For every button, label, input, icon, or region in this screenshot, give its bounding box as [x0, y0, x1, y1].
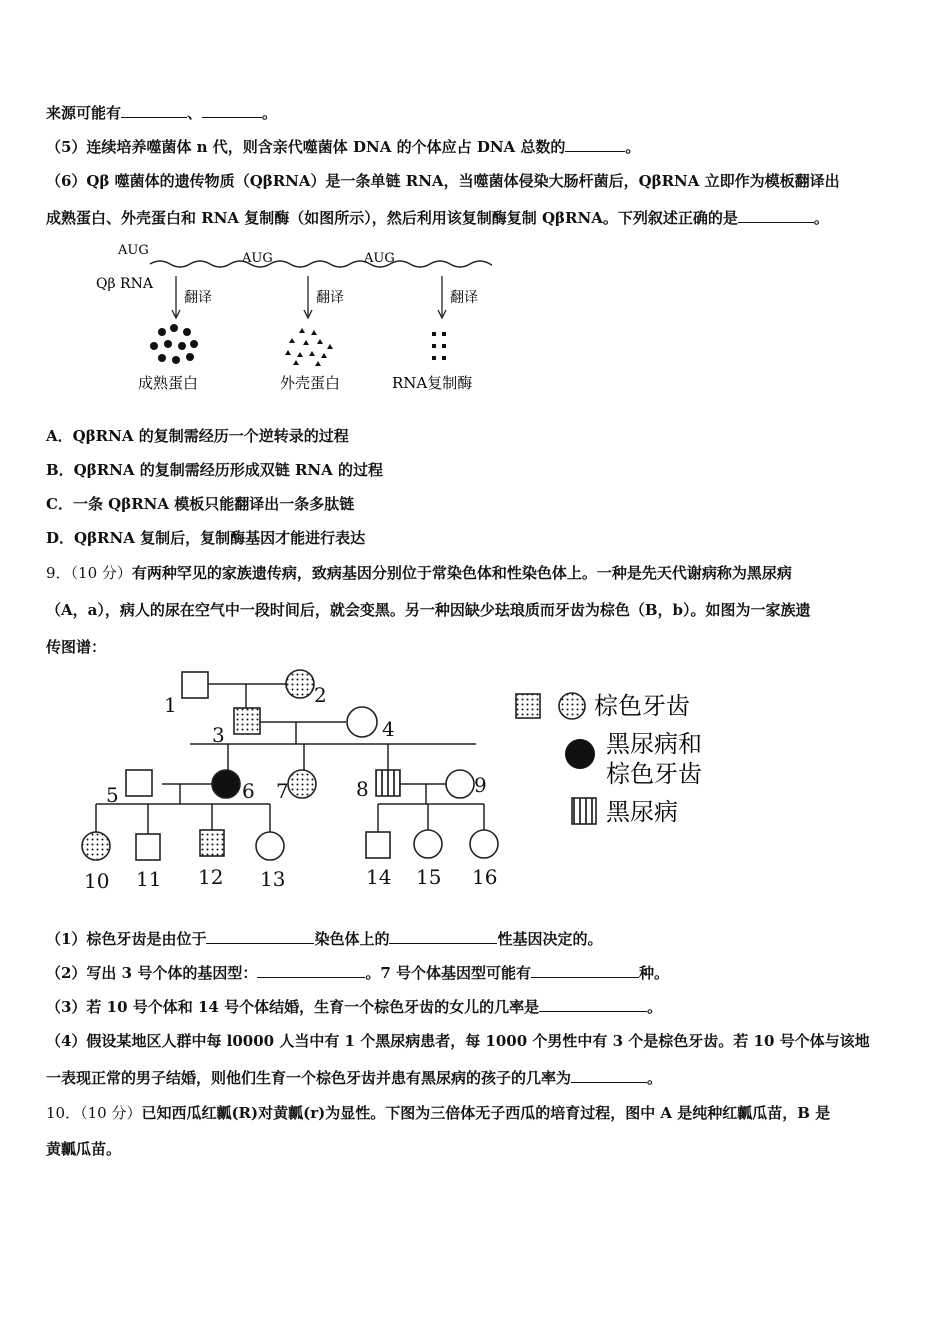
q8-option-b: B．QβRNA 的复制需经历形成双链 RNA 的过程	[46, 461, 384, 479]
individual-4-female	[347, 707, 377, 737]
qbeta-rna-figure	[92, 240, 492, 400]
rna-strand	[150, 261, 492, 267]
answer-blank[interactable]	[121, 103, 187, 118]
q9-part4-line1: （4）假设某地区人群中每 l0000 人当中有 1 个黑尿病患者，每 1000 个男性中有 3 个是棕色牙齿。若 10 号个体与该地	[46, 1032, 870, 1050]
q8-part5: （5）连续培养噬菌体 n 代，则含亲代噬菌体 DNA 的个体应占 DNA 总数的 。	[46, 138, 641, 156]
answer-blank[interactable]	[202, 103, 262, 118]
svg-text:16: 16	[472, 865, 498, 889]
individual-13-female	[256, 832, 284, 860]
svg-text:13: 13	[260, 867, 286, 891]
answer-blank[interactable]	[738, 208, 814, 223]
individual-10-female-brown-teeth	[82, 832, 110, 860]
individual-1-male	[182, 672, 208, 698]
answer-blank[interactable]	[565, 137, 625, 152]
answer-blank[interactable]	[257, 963, 365, 978]
legend-both-line1: 黑尿病和	[606, 730, 702, 758]
question-number: 9．（10 分）	[46, 564, 132, 582]
translate-arrow-1	[172, 276, 180, 318]
individual-9-female	[446, 770, 474, 798]
svg-text:7: 7	[276, 779, 289, 803]
legend-alkaptonuria: 黑尿病	[606, 798, 678, 826]
q9-intro-line3: 传图谱：	[46, 638, 107, 656]
svg-text:2: 2	[314, 683, 327, 707]
q9-intro-line1: 9．（10 分）有两种罕见的家族遗传病，致病基因分别位于常染色体和性染色体上。一种是先天代谢病称为黑尿病	[46, 564, 792, 582]
svg-text:10: 10	[84, 869, 110, 893]
codon-label: AUG	[242, 251, 273, 266]
q8-part6-line1: （6）Qβ 噬菌体的遗传物质（QβRNA）是一条单链 RNA，当噬菌体侵染大肠杆菌后，QβRNA 立即作为模板翻译出	[46, 172, 840, 190]
individual-3-male-brown-teeth	[234, 708, 260, 734]
q8-part6-line2: 成熟蛋白、外壳蛋白和 RNA 复制酶（如图所示），然后利用该复制酶复制 QβRNA。下列叙述正确的是 。	[46, 209, 829, 227]
individual-14-male	[366, 832, 390, 858]
product-label: RNA复制酶	[392, 374, 473, 392]
svg-text:6: 6	[242, 779, 255, 803]
q9-part1: （1）棕色牙齿是由位于 染色体上的 性基因决定的。	[46, 930, 603, 948]
legend-brown-teeth: 棕色牙齿	[594, 692, 690, 720]
svg-text:9: 9	[474, 773, 487, 797]
answer-blank[interactable]	[571, 1068, 647, 1083]
translate-label: 翻译	[316, 290, 344, 306]
pedigree-lines	[96, 684, 484, 834]
q9-part3: （3）若 10 号个体和 14 号个体结婚，生育一个棕色牙齿的女儿的几率是 。	[46, 998, 663, 1016]
svg-text:12: 12	[198, 865, 224, 889]
translate-arrow-3	[438, 276, 446, 318]
answer-blank[interactable]	[531, 963, 639, 978]
q8-option-a: A．QβRNA 的复制需经历一个逆转录的过程	[46, 427, 349, 445]
pedigree-legend	[516, 692, 702, 826]
q10-line1: 10．（10 分）已知西瓜红瓤(R)对黄瓤(r)为显性。下图为三倍体无子西瓜的培育过程，图中 A 是纯种红瓤瓜苗，B 是	[46, 1104, 831, 1122]
individual-11-male	[136, 834, 160, 860]
individual-2-female-brown-teeth	[286, 670, 314, 698]
svg-text:8: 8	[356, 777, 369, 801]
q9-part2: （2）写出 3 号个体的基因型： 。7 号个体基因型可能有 种。	[46, 964, 670, 982]
q8-line-source: 来源可能有 、 。	[46, 104, 278, 122]
individual-8-male-alkaptonuria	[376, 770, 400, 796]
legend-square-dotted	[516, 694, 540, 718]
individual-5-male	[126, 770, 152, 796]
individual-16-female	[470, 830, 498, 858]
svg-text:14: 14	[366, 865, 392, 889]
q8-option-c: C．一条 QβRNA 模板只能翻译出一条多肽链	[46, 495, 355, 513]
svg-text:4: 4	[382, 717, 395, 741]
translate-arrow-2	[304, 276, 312, 318]
q9-part4-line2: 一表现正常的男子结婚，则他们生育一个棕色牙齿并患有黑尿病的孩子的几率为 。	[46, 1069, 663, 1087]
legend-circle-black	[565, 739, 595, 769]
svg-text:5: 5	[106, 783, 119, 807]
svg-text:1: 1	[164, 693, 177, 717]
translate-label: 翻译	[184, 290, 212, 306]
translate-label: 翻译	[450, 290, 478, 306]
answer-blank[interactable]	[389, 929, 497, 944]
rna-label: Qβ RNA	[96, 276, 153, 292]
individual-12-male-brown-teeth	[200, 830, 224, 856]
legend-square-striped	[572, 798, 596, 824]
answer-blank[interactable]	[539, 997, 647, 1012]
codon-label: AUG	[118, 243, 149, 258]
legend-circle-dotted	[559, 693, 585, 719]
q10-line2: 黄瓤瓜苗。	[46, 1140, 122, 1158]
pedigree-chart	[80, 662, 740, 898]
replicase-squares	[432, 332, 446, 360]
product-label: 成熟蛋白	[138, 374, 199, 392]
answer-blank[interactable]	[206, 929, 314, 944]
legend-both-line2: 棕色牙齿	[606, 760, 702, 788]
q8-option-d: D．QβRNA 复制后，复制酶基因才能进行表达	[46, 529, 366, 547]
coat-protein-triangles	[285, 328, 333, 366]
product-label: 外壳蛋白	[280, 374, 341, 392]
q9-intro-line2: （A，a），病人的尿在空气中一段时间后，就会变黑。另一种因缺少珐琅质而牙齿为棕色（B，b）。如图为一家族遗	[46, 601, 811, 619]
svg-text:3: 3	[212, 723, 225, 747]
individual-6-female-both	[212, 770, 240, 798]
individual-7-female-brown-teeth	[288, 770, 316, 798]
individual-15-female	[414, 830, 442, 858]
svg-text:15: 15	[416, 865, 442, 889]
question-number: 10．（10 分）	[46, 1104, 142, 1122]
mature-protein-dots	[150, 324, 198, 364]
svg-text:11: 11	[136, 867, 162, 891]
codon-label: AUG	[364, 251, 395, 266]
